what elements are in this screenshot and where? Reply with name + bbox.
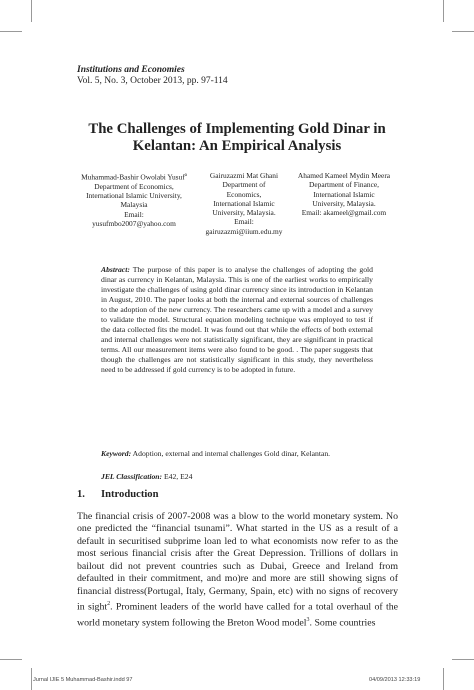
- author-email: Email: akameel@gmail.com: [301, 208, 387, 218]
- author-block-2: [196, 171, 292, 236]
- title-line: The Challenges of Implementing Gold Dinar in: [88, 121, 386, 137]
- crop-mark: [443, 668, 444, 690]
- author-name: Ahamed Kameel Mydin Meera: [297, 171, 391, 180]
- keywords-label: Keyword:: [101, 449, 132, 458]
- author-affiliation: Malaysia: [120, 200, 148, 210]
- footnote-marker: 3: [306, 616, 310, 623]
- crop-mark: [452, 31, 474, 32]
- author-email-label: Email:: [234, 217, 254, 227]
- author-affiliation: Economics,: [226, 189, 262, 199]
- print-slug-file: Jurnal IJIE 5 Muhammad-Bashir.indd 97: [33, 677, 133, 683]
- author-affiliation: International Islamic University,: [86, 191, 182, 201]
- author-affiliation: Department of Economics,: [94, 181, 174, 191]
- section-number: 1.: [77, 489, 85, 500]
- journal-name: Institutions and Economies: [77, 65, 185, 75]
- author-email-label: Email:: [124, 209, 144, 219]
- author-affiliation: University, Malaysia.: [212, 208, 276, 218]
- author-name: Gairuzazmi Mat Ghani: [209, 171, 279, 180]
- abstract-text: The purpose of this paper is to analyse the challenges of adopting the gold dinar as currency in Kelantan, Malaysia. This is one of the earliest works to empirically investigate the challenges of using gold dinar currency since its introduction in Kelantan in August, 2010. The paper looks at both the internal and external sources of challenges to the adoption of the new currency. The researchers came up with a model and a survey to validate the model. Structural equation modeling technique was employed to test if the data collected fits the model. It was found out that while the effects of both external and internal challenges were not statistically significant, they are significant in practical terms. All our measurement items were also found to be good. . The paper suggests that though the challenges are not statistically significant in this study, they nevertheless need to be addressed if gold currency is to be adopted in future.: [101, 265, 373, 375]
- jel-classification: [101, 472, 192, 482]
- crop-mark: [31, 0, 32, 22]
- keywords: [101, 449, 391, 459]
- footnote-marker: 2: [107, 601, 111, 608]
- section-heading: [77, 488, 159, 501]
- crop-mark: [31, 668, 32, 690]
- author-name: Muhammad-Bashir Owolabi Yusuf$^a$: [81, 172, 187, 182]
- paper-title: [70, 121, 404, 155]
- title-line: Kelantan: An Empirical Analysis: [132, 138, 342, 154]
- author-block-1: [78, 171, 190, 228]
- author-email: yusufmbo2007@yahoo.com: [92, 218, 176, 228]
- jel-codes: E42, E24: [163, 472, 193, 481]
- author-email: gairuzazmi@iium.edu.my: [205, 226, 283, 236]
- abstract: [101, 265, 373, 376]
- crop-mark: [0, 659, 22, 660]
- author-affiliation: Department of Finance,: [309, 180, 379, 190]
- author-block-3: [296, 171, 392, 217]
- keywords-text: Adoption, external and internal challenges Gold dinar, Kelantan.: [132, 449, 331, 458]
- abstract-label: Abstract:: [101, 265, 130, 274]
- print-slug-timestamp: 04/09/2013 12:33:19: [369, 677, 421, 683]
- section-title: Introduction: [101, 489, 159, 500]
- jel-label: JEL Classification:: [101, 472, 163, 481]
- author-affiliation: University, Malaysia.: [312, 198, 376, 208]
- body-paragraph: The financial crisis of 2007-2008 was a blow to the world monetary system. No one predicted the “financial tsunami”. What started in the US as a result of a default in securitised subprime loan led to what economists now refer to as the most serious financial crisis after the Great Depression. Trillions of dollars in bailout did not prevent countries such as Dubai, Greece and Ireland from defaulted in their commitment, and mo)re and more are still showing signs of financial distress(Portugal, Italy, Germany, Spain, etc) with no signs of recovery in sight$^2$. Prominent leaders of the world have called for a total overhaul of the world monetary system following the Breton Wood model$^3$. Some countries: [77, 511, 399, 629]
- author-affiliation: International Islamic: [313, 189, 375, 199]
- crop-mark: [443, 0, 444, 22]
- journal-header: [77, 65, 228, 87]
- author-affiliation: International Islamic: [213, 198, 275, 208]
- crop-mark: [452, 659, 474, 660]
- crop-mark: [0, 31, 22, 32]
- author-affiliation: Department of: [222, 180, 266, 190]
- journal-issue: Vol. 5, No. 3, October 2013, pp. 97-114: [77, 76, 228, 86]
